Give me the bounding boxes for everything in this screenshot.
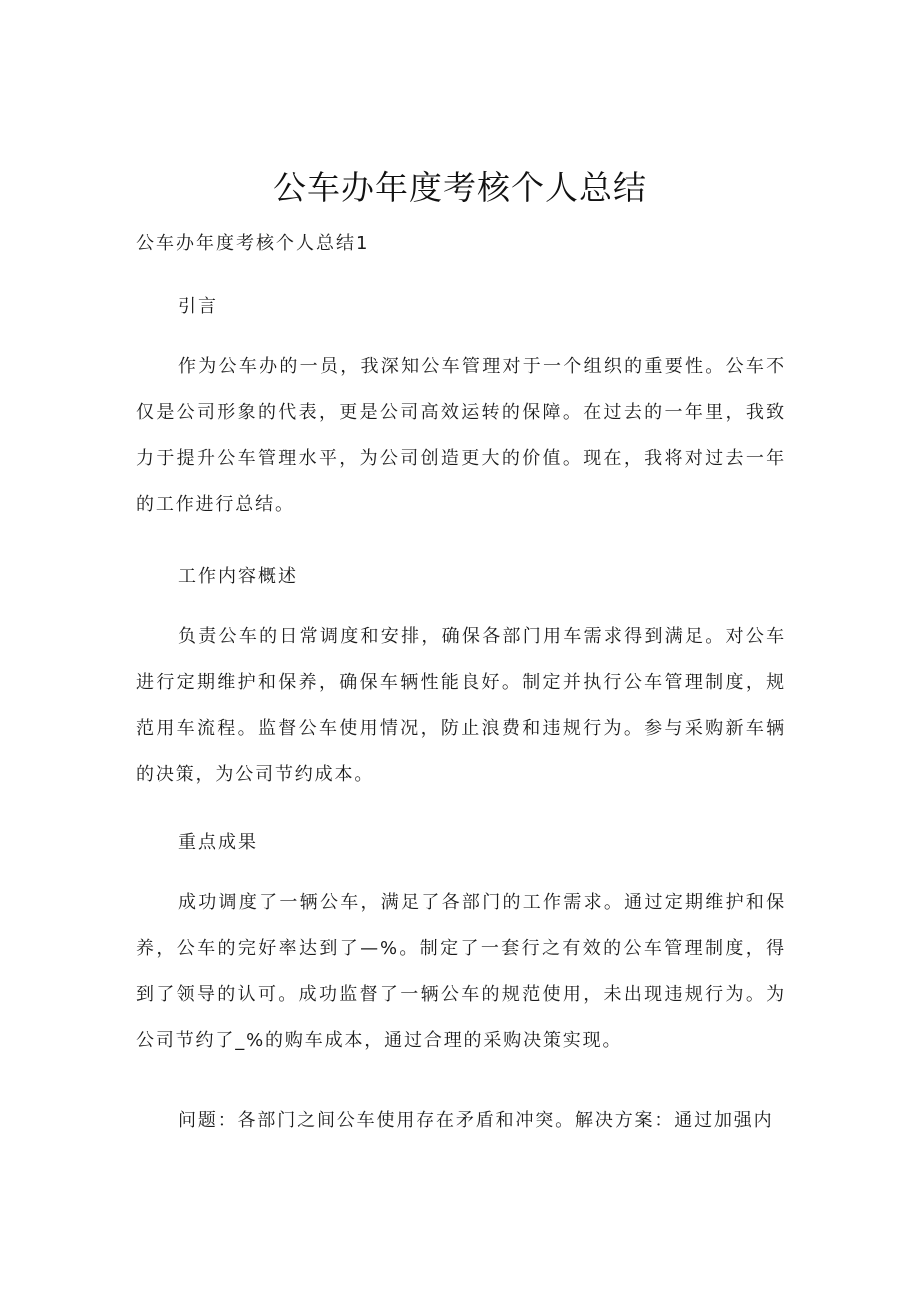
closing-paragraph: 问题：各部门之间公车使用存在矛盾和冲突。解决方案：通过加强内 xyxy=(178,1110,774,1131)
section-heading-key-results: 重点成果 xyxy=(178,832,258,853)
document-subtitle: 公车办年度考核个人总结1 xyxy=(136,233,370,254)
section-paragraph-key-results: 成功调度了一辆公车，满足了各部门的工作需求。通过定期维护和保养，公车的完好率达到了—%。制定了一套行之有效的公车管理制度，得到了领导的认可。成功监督了一辆公车的规范使用，未出现违规行为。为公司节约了_%的购车成本，通过合理的采购决策实现。 xyxy=(136,892,786,1051)
section-paragraph-intro: 作为公车办的一员，我深知公车管理对于一个组织的重要性。公车不仅是公司形象的代表，更是公司高效运转的保障。在过去的一年里，我致力于提升公车管理水平，为公司创造更大的价值。现在，我将对过去一年的工作进行总结。 xyxy=(136,356,786,515)
document-title: 公车办年度考核个人总结 xyxy=(273,168,647,207)
section-heading-work-overview: 工作内容概述 xyxy=(178,566,298,587)
section-paragraph-work-overview: 负责公车的日常调度和安排，确保各部门用车需求得到满足。对公车进行定期维护和保养，确保车辆性能良好。制定并执行公车管理制度，规范用车流程。监督公车使用情况，防止浪费和违规行为。参与采购新车辆的决策，为公司节约成本。 xyxy=(136,626,786,785)
section-heading-intro: 引言 xyxy=(178,296,218,317)
